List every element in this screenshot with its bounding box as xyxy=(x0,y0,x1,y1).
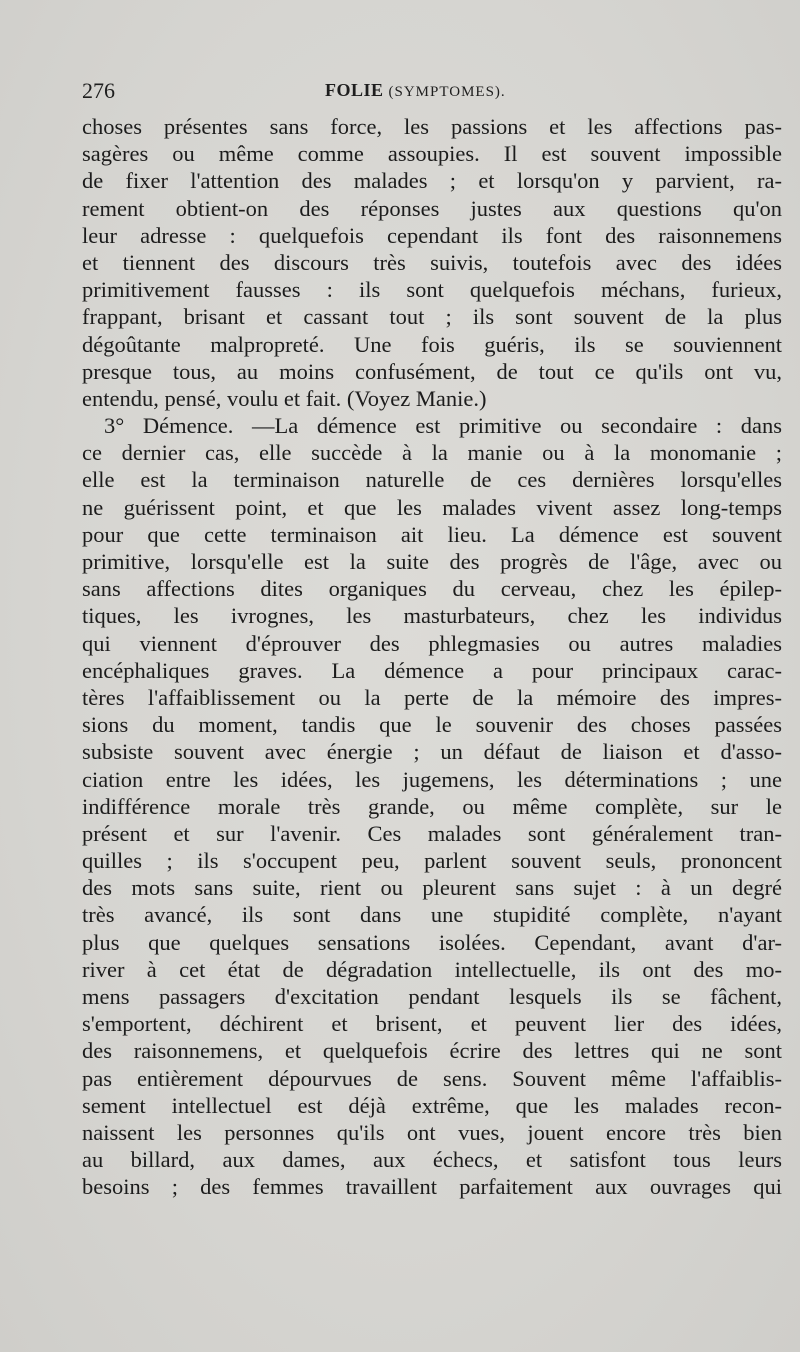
running-head xyxy=(325,80,506,101)
text-line: et tiennent des discours très suivis, toutefois avec des idées xyxy=(82,249,782,275)
text-line: indifférence morale très grande, ou même complète, sur le xyxy=(82,793,782,819)
body-text xyxy=(82,113,782,1201)
text-line: des mots sans suite, rient ou pleurent sans sujet : à un degré xyxy=(82,875,782,901)
text-line: frappant, brisant et cassant tout ; ils sont souvent de la plus xyxy=(82,304,782,330)
text-line: qui viennent d'éprouver des phlegmasies ou autres maladies xyxy=(82,630,782,656)
page-header xyxy=(82,78,782,104)
text-line: pas entièrement dépourvues de sens. Souvent même l'affaiblis- xyxy=(82,1065,782,1091)
text-line: leur adresse : quelquefois cependant ils font des raisonnemens xyxy=(82,222,782,248)
text-line: sement intellectuel est déjà extrême, que les malades recon- xyxy=(82,1092,782,1118)
text-line: subsiste souvent avec énergie ; un défaut de liaison et d'asso- xyxy=(82,739,782,765)
text-line: mens passagers d'excitation pendant lesquels ils se fâchent, xyxy=(82,984,782,1009)
text-line: pour que cette terminaison ait lieu. La démence est souvent xyxy=(82,521,782,547)
text-line: choses présentes sans force, les passions et les affections pas- xyxy=(82,114,782,139)
section-start-line: 3° Démence. —La démence est primitive ou secondaire : dans xyxy=(104,413,782,439)
text-line: elle est la terminaison naturelle de ces dernières lorsqu'elles xyxy=(82,467,782,493)
text-line: tiques, les ivrognes, les masturbateurs, chez les individus xyxy=(82,603,782,629)
page-number: 276 xyxy=(82,78,115,103)
running-head-title: FOLIE xyxy=(325,80,384,100)
text-line: rement obtient-on des réponses justes aux questions qu'on xyxy=(82,195,782,221)
text-line: s'emportent, déchirent et brisent, et peuvent lier des idées, xyxy=(82,1011,782,1037)
text-line: naissent les personnes qu'ils ont vues, jouent encore très bien xyxy=(82,1119,782,1145)
text-line: sagères ou même comme assoupies. Il est souvent impossible xyxy=(82,141,782,167)
text-line: presque tous, au moins confusément, de tout ce qu'ils ont vu, xyxy=(82,358,782,384)
text-line: présent et sur l'avenir. Ces malades sont généralement tran- xyxy=(82,820,782,846)
text-line: primitivement fausses : ils sont quelquefois méchans, furieux, xyxy=(82,277,782,303)
text-line: quilles ; ils s'occupent peu, parlent souvent seuls, prononcent xyxy=(82,848,782,874)
text-line: des raisonnemens, et quelquefois écrire des lettres qui ne sont xyxy=(82,1038,782,1064)
text-line: sans affections dites organiques du cerveau, chez les épilep- xyxy=(82,576,782,602)
text-line: au billard, aux dames, aux échecs, et satisfont tous leurs xyxy=(82,1147,782,1173)
text-line: très avancé, ils sont dans une stupidité complète, n'ayant xyxy=(82,902,782,928)
text-line: dégoûtante malpropreté. Une fois guéris, ils se souviennent xyxy=(82,331,782,357)
text-line: plus que quelques sensations isolées. Cependant, avant d'ar- xyxy=(82,929,782,955)
paragraph-end-line: entendu, pensé, voulu et fait. (Voyez Manie.) xyxy=(82,385,487,411)
text-line: de fixer l'attention des malades ; et lorsqu'on y parvient, ra- xyxy=(82,168,782,194)
text-line: besoins ; des femmes travaillent parfaitement aux ouvrages qui xyxy=(82,1174,782,1200)
text-line: ciation entre les idées, les jugemens, les déterminations ; une xyxy=(82,766,782,792)
text-line: ne guérissent point, et que les malades vivent assez long-temps xyxy=(82,494,782,520)
text-line: primitive, lorsqu'elle est la suite des progrès de l'âge, avec ou xyxy=(82,549,782,574)
text-line: encéphaliques graves. La démence a pour principaux carac- xyxy=(82,657,782,683)
text-line: river à cet état de dégradation intellectuelle, ils ont des mo- xyxy=(82,956,782,982)
text-line: sions du moment, tandis que le souvenir des choses passées xyxy=(82,712,782,738)
running-head-subtitle: (SYMPTOMES). xyxy=(388,84,506,100)
text-line: tères l'affaiblissement ou la perte de la mémoire des impres- xyxy=(82,684,782,710)
text-line: ce dernier cas, elle succède à la manie ou à la monomanie ; xyxy=(82,440,782,466)
